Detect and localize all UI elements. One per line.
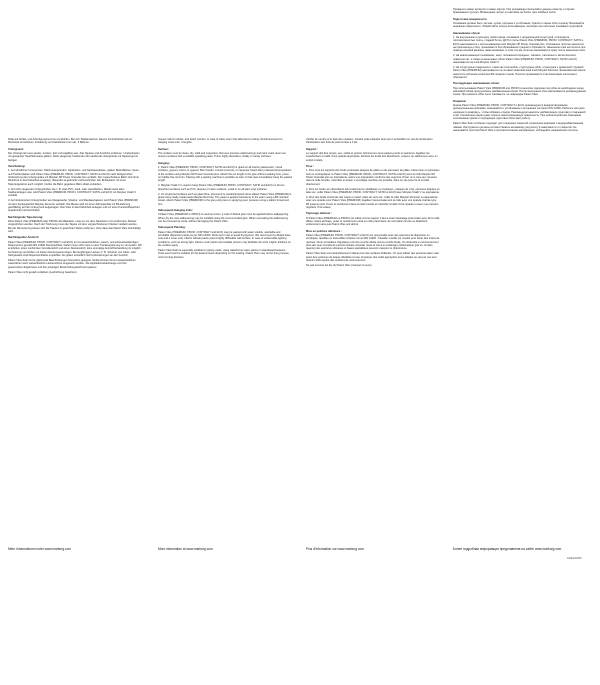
- paragraph: Patent Vlies Satin is especially suitable for glossy coats, using waterborne Latex paints or waterbased lacquers. Tools used must be suitable for the desired result depending on the coating. Patent Vlies may not be hung inverse, mind running direction.: [158, 249, 290, 259]
- paragraph: Vérifier la numéro et le bain des rouleaux. Joindre cette étiquette ainsi qu’un échantillon en cas de réclamation. Participation aux frais de pose limitée à 3 lés.: [306, 138, 434, 145]
- footer-french: Plus d’information sur www.marburg.com: [306, 547, 364, 551]
- paragraph: Краска Patent Vlies (PREMIUM, PROFI, CONTRACT и ECO) рекомендуется водорастворимыми дисперсионными красками, моющимися и устойчивыми к истиранию согласно DIN 13300. Работать методом «мокрым по мокрому», чтобы избежать следов. Рекомендуем наносить разбавленную грунтовку и покрывной слой. Силикатные краски дают хорошо паропроницаемую поверхность. При неблагоприятном освещении силиконовые краски и подходящие грунтовки облегчают работу.: [453, 104, 586, 121]
- column-french: [306, 138, 440, 269]
- section-heading: Verarbeitung:: [8, 165, 26, 169]
- paragraph: 1. Patent Vlies (PREMIUM, PROFI, CONTRACT, SATIN and ECO) is glued on all interior plasterwork, mixed surfaces, gypsum carton or gypsum fibre boards, smooth concrete, or carpenter board after professional preparation of the surface using Metylan NP Power Granulat plus. Attach the cut length to the glue without soaking time, press on bubble free and trim. Pasting with a pasting machine is possible as well, in that case immediately hang the pasted length.: [158, 166, 292, 183]
- paragraph: 1. Pour tous les supports tels fonds contrastés plaques de plâtre ou de panneaux de plâtre, béton lisse ou panneaux bois ou contreplaqué, le Patent Vlies (PREMIUM, PROFI, CONTRACT, SATIN et ECO) avec la colle Metylan NP Power Granulat plus ou équivalente, après une préparation conforme des supports. Poser un à coup aux mesures dans la colle humide, maroufler et araser. L’encollage machine est possible, dans ce cas poser le lé encollé directement.: [306, 169, 440, 186]
- paragraph: Patent Vlies Satin ist für glänzende Beschichtungen besonders geeignet, feinfär können feinen wasserlöslichen Latexfarben auch wasserlösliche Lackanstriche eingesetzt werden. Die Applikationswerkzeuge und ihre gewünschten Ergebnisse und den jeweiligen Beschichtungsstoff anzupassen.: [8, 259, 136, 269]
- paragraph: 2. Metylan Ovalit V is used to hang Patent Vlies (PREMIUM, PROFI, CONTRACT, SATIN and ECO) on all non absorbent surfaces such as PVC, lacquer or Latex surfaces, metal or on all plain vinyl surfaces.: [158, 184, 285, 191]
- paragraph: Patent Vlies (PREMIUM, PROFI, CONTRACT und ECO) ist mit wasserlöslichen, wasch- und scheuerbeständigen Dispersionen gemäß DIN 13300 überstreichbar. Daher muss nicht nass in nass Trockenspannung zu vermeiden. Wir empfehlen einen verdünnten Grundanstrich und einen Deckanstrich. Eine einmalige Anstrichbehandlung ist möglich bei Nutzung von Rollen mit hohem Deckungsvermögen. Bei langflorigen Lacken (z. B. Struktur) von Gitter- oder Netzgewebe sind Dispersionsfarbe empfohlen. Es gelten einheitlich nicht Anforderungen an den Anstrich.: [8, 240, 142, 258]
- section-heading: Hanging:: [158, 161, 170, 165]
- paragraph: 3. Pour des fonds structurés tels crépis ou relief, toiles de verre etc. coller la colle Metylan Renovier ou équivalente avec une spatule pour Patent Vlies (PREMIUM). Egaliser transversalement la colle avec une spatule crantée type B3 jusqu’au joint. Poser le revêtement dans la colle humide et maroufler à l’aide d’une spatule et avec une pression régulière. Puis araser.: [306, 196, 439, 210]
- paragraph: 2. Pour les fonds non absorbants tels revêtements métalliques ou vinyliques ; plaques de vinyl, peintures laquées ou latex etc. coller Patent Vlies (PREMIUM, PROFI, CONTRACT, SATIN et ECO) avec Metylan Ovalit V ou équivalente.: [306, 187, 440, 195]
- paragraph: Patent Vlies (PREMIUM, PROFI, CONTRACT and ECO) may be painted with water soluble, washable and scrubable dispersion paints as per DIN 13300. Work wet in wet to avoid drying lines. We recommend a diluted base coat and a cover coat. Inferior silicate paints yield a highly diffusable wall surface. In case of unfavorable lighting conditions, such as strong light, silicone resin paints and suitable primers may facilitate the work. Higher dilutions on the surface apply.: [158, 230, 291, 248]
- paragraph: 2. На невпитывающих основаниях, напр. поливинилхлоридных, лаковых, латексных и металлических поверхностях, а также на виниловых обоях Patent Vlies (PREMIUM, PROFI, CONTRACT, SATIN и ECO) наклеивается на клей Metylan Ovalit V.: [453, 54, 577, 65]
- paragraph: Ne pas inverser les lés de Patent Vlies (marquer le sens).: [306, 264, 373, 268]
- paragraph: Patent Vlies Satin особенно подходит для глянцевых покрытий латексными красками и водоразбавляемыми лаками. Инструменты должны соответствовать желаемому результату в зависимости от покрытия. Не наклеивайте полотна Patent Vlies в противоположном направлении, соблюдайте направление полотна.: [453, 122, 584, 133]
- section-heading: Наклеивание обоев:: [453, 31, 481, 35]
- paragraph: 1. На внутреннюю штукатурку любого вида, основания с неоднородной структурой, гипсокартон, гипсоволокнистые плиты, гладкий бетон, ДСП и плиты Patent Vlies (PREMIUM, PROFI, CONTRACT, SATIN и ECO) наклеиваются с использованием клея Metylan NP Power Granulat plus. Отрезанное полотно наносится на приклеенную стену, прижимается без образования пузырей и обрезается. Нанесение клея на полотно при помощи клеевой машины также возможно, в этом случае полотно наклеивается сразу после нанесения клея.: [453, 36, 586, 53]
- column-russian: [453, 8, 587, 134]
- section-heading: Surface:: [158, 147, 169, 151]
- paragraph: Le support doit être propre, sec, solide et porteur. Eliminer les vieux papiers peints et peintures. Egaliser les imperfections à l’aide d’une spatule appropriée. Enduire les fonds très absorbants, crayeux ou sablonneux avec un enduit modelé.: [306, 152, 438, 162]
- column-english: [158, 138, 292, 261]
- section-heading: Subsequent Hanging Jobs:: [158, 209, 193, 213]
- section-heading: Подготовка поверхности:: [453, 17, 488, 21]
- section-heading: Покраска:: [453, 99, 467, 103]
- paragraph: Si Patent Vlies (PREMIUM ou PROFI) est utilisé comme apprêt, il faut à avant tapissage préencoller avec de la colle diluée. Après séchage, poser le revêtement mural en colle préconisée. En rénovation les lés se détachent, entièrement sans que Patent Vlies soit abîmé.: [306, 216, 440, 227]
- paragraph: При использовании Patent Vlies (PREMIUM или PROFI) в качестве подложки под обои её необходимо перед наклейкой обоев прогрунтовать разбавленным клеем. После высыхания обои наклеиваются рекомендуемым клеем. При ремонте обои легко снимаются, не повреждая Patent Vlies.: [453, 86, 586, 97]
- paragraph: Patent Vlies Satin est particulièrement indiqué pour des surfaces brillantes. On peut utiliser des peintures latex mais aussi des systèmes de laques diluables à l’eau. Employer des outils appropriés et les adapter au cas par cas pour obtenir l’effet espéré des surfaces de recouvrement.: [306, 252, 439, 263]
- paragraph: The surface must be clean, dry, solid and supportive. Remove previous wallcoverings and paint coats. Even out uneven surfaces with a suitable spackling paste. Prime highly absorbent, chalky or sandy surfaces.: [158, 152, 286, 159]
- paragraph: Проверьте номер артикула и номер партии. При рекламации присылайте данную этикетку и отрезок бракованного рулона. Возмещение затрат по наклейке не более трёх обойных полос.: [453, 8, 575, 15]
- paragraph: Patent Vlies nicht gestalt verkleben (Laufrichtung beachten).: [8, 270, 78, 274]
- paragraph: Rolle auf Artikel- und Anfertigungsnummer empfohlen. Bei evtl. Reklamationen diesem Kontrollzettel und ein Reststück einschicken. Erstattung von Klebeleisten bis max. 3 Bahnen.: [8, 138, 133, 145]
- paragraph: 3. На структурные поверхности, такие как стеклообои, структурные обои, штукатурка с древесной стружкой Patent Vlies (PREMIUM) наклеивается на готовый шпаклёвочный клей Metylan Renovier. Шпаклёвочная масса наносится зубчатым шпателем B3 поперёк стыков. Полотно прижимается пластмассовым шпателем и обрезается.: [453, 66, 586, 80]
- section-heading: Nachfolgende Tapezierung:: [8, 215, 44, 219]
- paragraph: Inspect rolls for article- and batch number. In case of claim return this label and a cutting. Reimbursement for hanging costs max. 3 lengths.: [158, 138, 283, 145]
- paragraph: Dient Patent Vlies (PREMIUM oder PROFI) als Makulatur, muss es vor dem Tapezieren mit verdünntem Kleister vorgestrichen werden. Nach der Trocknung muss die Tapete mit dem vorgeschriebenen Kleister verklebt werden. Bei der Renovierung lassen sich die Tapeten in gewohnter Weise entfernen, ohne dass das Patent Vlies beschädigt wird.: [8, 220, 141, 234]
- document-code: 0119/12/2019: [567, 557, 582, 560]
- section-heading: Pose :: [306, 165, 315, 169]
- footer-english: More information at www.marburg.com: [158, 547, 213, 551]
- paragraph: 3. On structured surfaces such as glass fibre, structured or woodchip/wood stone plaster Patent Vlies (PREMIUM) is glued using ready-made paste Metylan Renovier. The paste is applied transverse to the seam using a B3 notched trowel. Attach Patent Vlies (PREMIUM) to the glue and press on applying even pressure using a plastic trowel and trim.: [158, 192, 292, 206]
- paragraph: 1. Auf sämtlichen Innenputzen, Mischuntergründen, Gipskarton- und Gipsfaserplatten, glatten Betonflächen, Span- und Tischlerplatten wird Patent Vlies (PREMIUM, PROFI, CONTRACT, SATIN und ECO) nach fachgerechter Vorbereitung des Untergrundes mit Metylan NP Power Granulat plus verklebt. Der zugeschnittene Bahn wird ohne Weichzeit in das Kleberbett eingelegt, blasenfrei angedrückt und beschnitten. Ein Einkleistern mit einer Tapeziergerät ist auch möglich, hierbei die Bahn gegebene Bahn direkt verkleben.: [8, 169, 140, 186]
- section-heading: Subsequent Painting:: [158, 226, 186, 230]
- paragraph: If Patent Vlies (PREMIUM or PROFI) is used as a liner, a coat of diluted glue must be applied before wallpapering. When dry the new wallcovering may be installed using the recommended glue. When renovating the wallcovering can be removed as usual, without damaging the Patent Vlies.: [158, 213, 289, 224]
- section-heading: Последующее наклеивание обоев:: [453, 82, 500, 86]
- section-heading: Untergrund:: [8, 147, 24, 151]
- footer-german: Mehr Informationen unter www.marburg.com: [8, 547, 72, 551]
- section-heading: Mise en peinture ultérieure :: [306, 229, 342, 233]
- section-heading: Support :: [306, 147, 318, 151]
- paragraph: 3. Auf strukturierten Untergründen wie Glasgewebe, Struktur- und Raufasertapeten wird Patent Vlies (PREMIUM) mit dem Fertigspachtel Metylan Renovier verklebt. Die Masse wird mit einer Zahnspachtel mit B3-Zahnung ganzflächig auf den Untergrund aufgetragen. Das Vlies in das Kleberbett einlegen und mit einer Kunststoffspachtel angedrückt und beschnitten.: [8, 199, 140, 213]
- column-german: [8, 138, 142, 276]
- paragraph: 2. Auf nicht saugenden Untergründen wie z. B. Hart-PVC, Lack- oder Latexflächen, Metall sowie allen Stadtunterlagen usw. wird Patent Vlies (PREMIUM, PROFI, CONTRACT, SATIN und ECO) mit Metylan Ovalit V verklebt.: [8, 187, 136, 198]
- paragraph: Основание должно быть чистым, сухим, прочным и устойчивым. Удалите старые обои и краску. Выровняйте неровные поверхности. Обработайте сильно впитывающие, мелящие или песочные основания грунтовкой.: [453, 22, 585, 29]
- paragraph: Patent Vlies (PREMIUM, PROFI, CONTRACT et ECO) est recouvrable avec des peintures de dispersion ou acryliques, lavables ou lessivables d’après norme DIN 13300. Travailler mouillé sur mouillé pour éviter des traces de reprises. Nous conseillons d’appliquer une fine couche diluée puis la couche finale. On obtiendra un environnement plus sain avec l’emploi de peinture silicate minérale. Dans le cas d’un éclairage problématique (par ex. lumière rasante) des peintures siloxanes et bases spécialistes peuvent masquer ce phénomène.: [306, 234, 440, 251]
- section-heading: Tapissage ultérieur :: [306, 212, 333, 216]
- footer-russian: Более подробная информация представлена на сайте www.marburg.com: [453, 547, 562, 551]
- section-heading: Nachfolgender Anstrich:: [8, 236, 40, 240]
- paragraph: Der Untergrund muss sauber, trocken, fest und tragfähig sein. Alte Tapeten und Anstriche entfernen. Unebenheiten mit geeigneter Spachtelmasse glätten. Stark saugende, kreidende oder sandende Untergründe mit Tapetengrund festigen.: [8, 152, 140, 162]
